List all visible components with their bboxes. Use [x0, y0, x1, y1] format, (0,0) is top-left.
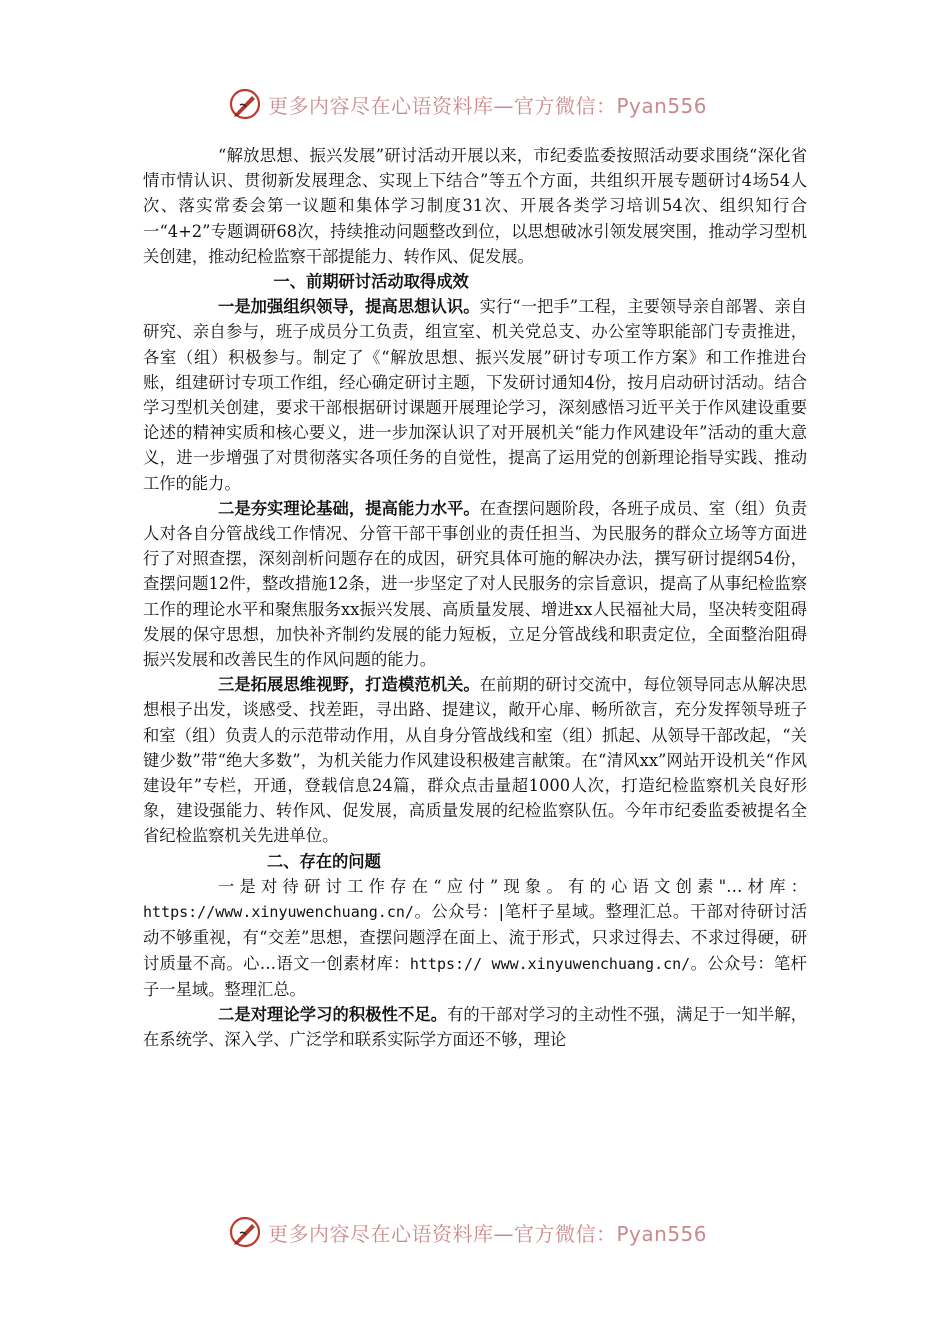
section-heading-1: 一、前期研讨活动取得成效 — [273, 272, 469, 292]
pen-logo-icon — [228, 87, 262, 121]
section-heading-2: 二、存在的问题 — [266, 851, 381, 871]
paragraph-4-text-b: 。公众号：|笔杆子星域。整理汇总。干部对待研讨活动不够重视，有“交差”思想，查摆问题浮在面上、流于形式，只求过得去、不求过得硬，研讨质量不高。心…语文一创素材库： — [143, 902, 807, 973]
paragraph-2-text: 在查摆问题阶段，各班子成员、室（组）负责人对各自分管战线工作情况、分管干部干事创业的责任担当、为民服务的群众立场等方面进行了对照查摆，深刻剖析问题存在的成因，研究具体可施的解决办法，撰写研讨提纲54份，查摆问题12件，整改措施12条，进一步坚定了对人民服务的宗旨意识，提高了从事纪检监察工作的理论水平和聚焦服务xx振兴发展、高质量发展、增进xx人民福祉大局，坚决转变阻碍发展的保守思想，加快补齐制约发展的能力短板，立足分管战线和职责定位，全面整治阻碍振兴发展和改善民生的作风问题的能力。 — [143, 498, 807, 670]
header-banner — [228, 84, 748, 124]
paragraph-5-lead: 二是对理论学习的积极性不足。 — [217, 1004, 448, 1024]
paragraph-4-text-a: 一是对待研讨工作存在“应付”现象。有的心语文创素"…材库： — [217, 876, 807, 896]
banner-text: 更多内容尽在心语资料库—官方微信：Pyan556 — [268, 93, 708, 118]
paragraph-4-text-c: 。公众号：笔杆子一星域。整理汇总。 — [143, 953, 807, 999]
paragraph-4-url-2: https:// www.xinyuwenchuang.cn/ — [409, 954, 691, 973]
paragraph-4 — [143, 874, 807, 1002]
banner-text: 更多内容尽在心语资料库—官方微信：Pyan556 — [268, 1221, 708, 1246]
paragraph-3-lead: 三是拓展思维视野，打造模范机关。 — [217, 675, 480, 695]
pen-logo-icon — [228, 1215, 262, 1249]
paragraph-3-text: 在前期的研讨交流中，每位领导同志从解决思想根子出发，谈感受、找差距，寻出路、提建议，敞开心扉、畅所欲言，充分发挥领导班子和室（组）负责人的示范带动作用，从自身分管战线和室（组）抓起、从领导干部改起，“关键少数”带“绝大多数”，为机关能力作风建设积极建言献策。在“清风xx”网站开设机关“作风建设年”专栏，开通，登载信息24篇，群众点击量超1000人次，打造纪检监察机关良好形象，建设强能力、转作风、促发展，高质量发展的纪检监察队伍。今年市纪委监委被提名全省纪检监察机关先进单位。 — [143, 675, 807, 846]
paragraph-1-lead: 一是加强组织领导，提高思想认识。 — [217, 297, 480, 317]
document-body — [143, 143, 807, 1052]
footer-banner — [228, 1212, 748, 1252]
paragraph-1-text: 实行“一把手”工程，主要领导亲自部署、亲自研究、亲自参与，班子成员分工负责，组宣室、机关党总支、办公室等职能部门专责推进，各室（组）积极参与。制定了《“解放思想、振兴发展”研讨专项工作方案》和工作推进台账，组建研讨专项工作组，经心确定研讨主题，下发研讨通知4份，按月启动研讨活动。结合学习型机关创建，要求干部根据研讨课题开展理论学习，深刻感悟习近平关于作风建设重要论述的精神实质和核心要义，进一步加深认识了对开展机关“能力作风建设年”活动的重大意义，进一步增强了对贯彻落实各项任务的自觉性，提高了运用党的创新理论指导实践、推动工作的能力。 — [143, 297, 807, 493]
paragraph-2 — [143, 496, 807, 672]
paragraph-3 — [143, 672, 807, 848]
paragraph-5 — [143, 1002, 807, 1052]
paragraph-1 — [143, 294, 807, 496]
intro-paragraph: “解放思想、振兴发展”研讨活动开展以来，市纪委监委按照活动要求围绕“深化省情市情认识、贯彻新发展理念、实现上下结合”等五个方面，共组织开展专题研讨4场54人次、落实常委会第一议题和集体学习制度31次、开展各类学习培训54次、组织知行合一“4+2”专题调研68次，持续推动问题整改到位，以思想破冰引领发展突围，推动学习型机关创建，推动纪检监察干部提能力、转作风、促发展。 — [143, 146, 807, 266]
paragraph-2-lead: 二是夯实理论基础，提高能力水平。 — [217, 498, 480, 518]
paragraph-5-text: 有的干部对学习的主动性不强，满足于一知半解，在系统学、深入学、广泛学和联系实际学方面还不够，理论 — [143, 1004, 807, 1050]
paragraph-4-url-1: https://www.xinyuwenchuang.cn/ — [143, 903, 414, 922]
